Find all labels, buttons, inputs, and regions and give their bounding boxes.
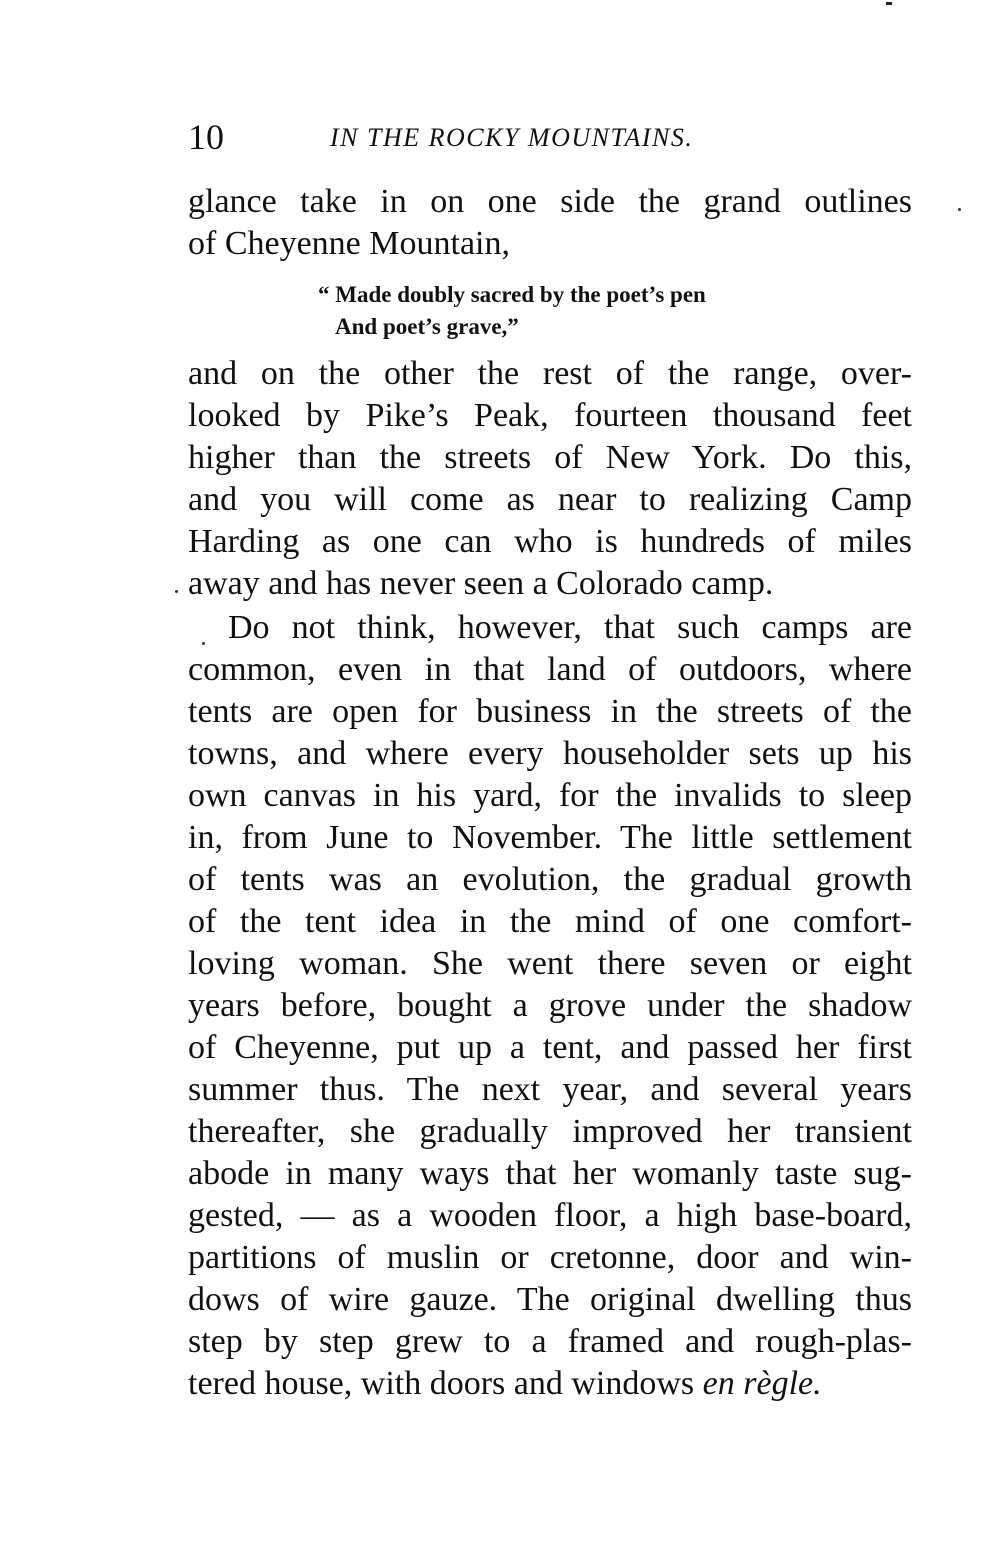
text-line: abode in many ways that her womanly taste sug- bbox=[188, 1155, 912, 1192]
text-line: common, even in that land of outdoors, where bbox=[188, 651, 912, 688]
text-line: away and has never seen a Colorado camp. bbox=[188, 565, 774, 602]
text-line: own canvas in his yard, for the invalids to sleep bbox=[188, 777, 912, 814]
text-line: loving woman. She went there seven or eight bbox=[188, 945, 912, 982]
text-line: years before, bought a grove under the shadow bbox=[188, 987, 912, 1024]
quote-line: “ Made doubly sacred by the poet’s pen bbox=[318, 282, 706, 307]
text-line: of Cheyenne, put up a tent, and passed her first bbox=[188, 1029, 912, 1066]
text-line: step by step grew to a framed and rough-plas- bbox=[188, 1323, 912, 1360]
text-line: glance take in on one side the grand outlines bbox=[188, 183, 912, 220]
text-line: partitions of muslin or cretonne, door and win- bbox=[188, 1239, 912, 1276]
text-line-final bbox=[188, 1362, 912, 1406]
text-line: towns, and where every householder sets up his bbox=[188, 735, 912, 772]
text-line: of the tent idea in the mind of one comfort- bbox=[188, 903, 912, 940]
text-line: Do not think, however, that such camps are bbox=[228, 609, 912, 646]
running-header bbox=[188, 114, 800, 160]
final-line-text: tered house, with doors and windows bbox=[188, 1365, 695, 1402]
print-speck bbox=[175, 590, 178, 593]
page-number: 10 bbox=[188, 117, 224, 157]
text-line: thereafter, she gradually improved her transient bbox=[188, 1113, 912, 1150]
text-line: Harding as one can who is hundreds of miles bbox=[188, 523, 912, 560]
text-line: summer thus. The next year, and several years bbox=[188, 1071, 912, 1108]
italic-phrase: en règle. bbox=[702, 1365, 822, 1402]
text-line: gested, — as a wooden floor, a high base-board, bbox=[188, 1197, 912, 1234]
text-line: of tents was an evolution, the gradual growth bbox=[188, 861, 912, 898]
print-speck bbox=[958, 208, 961, 211]
page-edge-mark bbox=[886, 2, 892, 5]
text-line: of Cheyenne Mountain, bbox=[188, 225, 510, 262]
print-speck bbox=[202, 642, 205, 645]
text-line: tents are open for business in the streets of the bbox=[188, 693, 912, 730]
quote-line: And poet’s grave,” bbox=[335, 314, 519, 339]
text-line: and you will come as near to realizing Camp bbox=[188, 481, 912, 518]
text-line: higher than the streets of New York. Do this, bbox=[188, 439, 912, 476]
text-line: dows of wire gauze. The original dwelling thus bbox=[188, 1281, 912, 1318]
text-line: and on the other the rest of the range, over- bbox=[188, 355, 912, 392]
text-line: in, from June to November. The little settlement bbox=[188, 819, 912, 856]
running-title: IN THE ROCKY MOUNTAINS. bbox=[330, 123, 694, 152]
text-line: looked by Pike’s Peak, fourteen thousand feet bbox=[188, 397, 912, 434]
